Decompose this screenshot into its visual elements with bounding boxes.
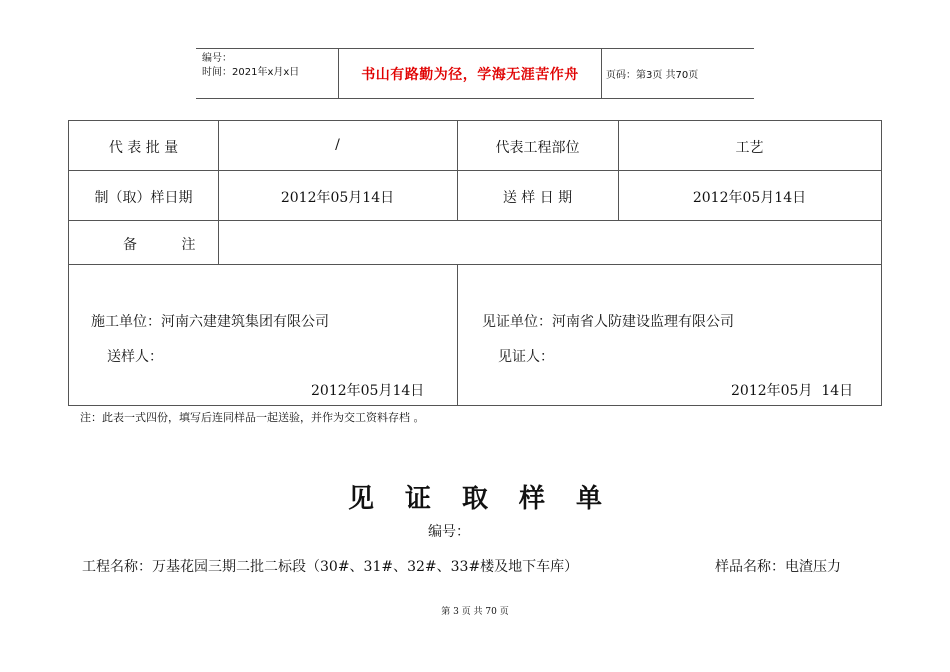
- table-note: 注：此表一式四份，填写后连同样品一起送验，并作为交工资料存档 。: [80, 411, 425, 424]
- delivery-date-value: 2012年05月14日: [692, 190, 807, 206]
- page-footer: 第 3 页 共 70 页: [441, 607, 509, 617]
- batch-label: 代 表 批 量: [108, 140, 179, 156]
- witness-date: 2012年05月 14日: [731, 383, 854, 399]
- sampling-date-label: 制（取）样日期: [94, 190, 193, 206]
- table-rule: [69, 220, 881, 221]
- delivery-date-label: 送 样 日 期: [502, 190, 573, 206]
- form-title: 见证取样单: [347, 484, 633, 514]
- page-header: [196, 48, 754, 99]
- sample-name: 样品名称：电渣压力: [715, 559, 841, 575]
- sender-label: 送样人：: [107, 349, 163, 365]
- project-part-label: 代表工程部位: [495, 140, 580, 156]
- header-motto: 书山有路勤为径，学海无涯苦作舟: [338, 49, 602, 98]
- table-rule: [69, 170, 881, 171]
- table-rule: [69, 264, 881, 265]
- witness-label: 见证人：: [498, 349, 554, 365]
- form-serial-label: 编号：: [428, 524, 470, 540]
- table-rule: [457, 264, 458, 405]
- sampling-date-value: 2012年05月14日: [280, 190, 395, 206]
- header-page-info: 页码：第3页 共70页: [606, 70, 699, 81]
- header-time-label: 时间：2021年x月x日: [202, 67, 300, 78]
- sender-date: 2012年05月14日: [311, 383, 425, 399]
- witness-unit: 见证单位：河南省人防建设监理有限公司: [482, 314, 734, 330]
- header-left-cell: [196, 49, 338, 98]
- construction-unit: 施工单位：河南六建建筑集团有限公司: [91, 314, 329, 330]
- batch-value: /: [335, 137, 340, 153]
- header-serial-label: 编号：: [202, 53, 232, 64]
- sample-info-table: [68, 120, 882, 406]
- remarks-label: 备 注: [123, 237, 196, 253]
- project-name: 工程名称：万基花园三期二批二标段（30#、31#、32#、33#楼及地下车库）: [82, 559, 579, 575]
- project-part-value: 工艺: [735, 140, 764, 156]
